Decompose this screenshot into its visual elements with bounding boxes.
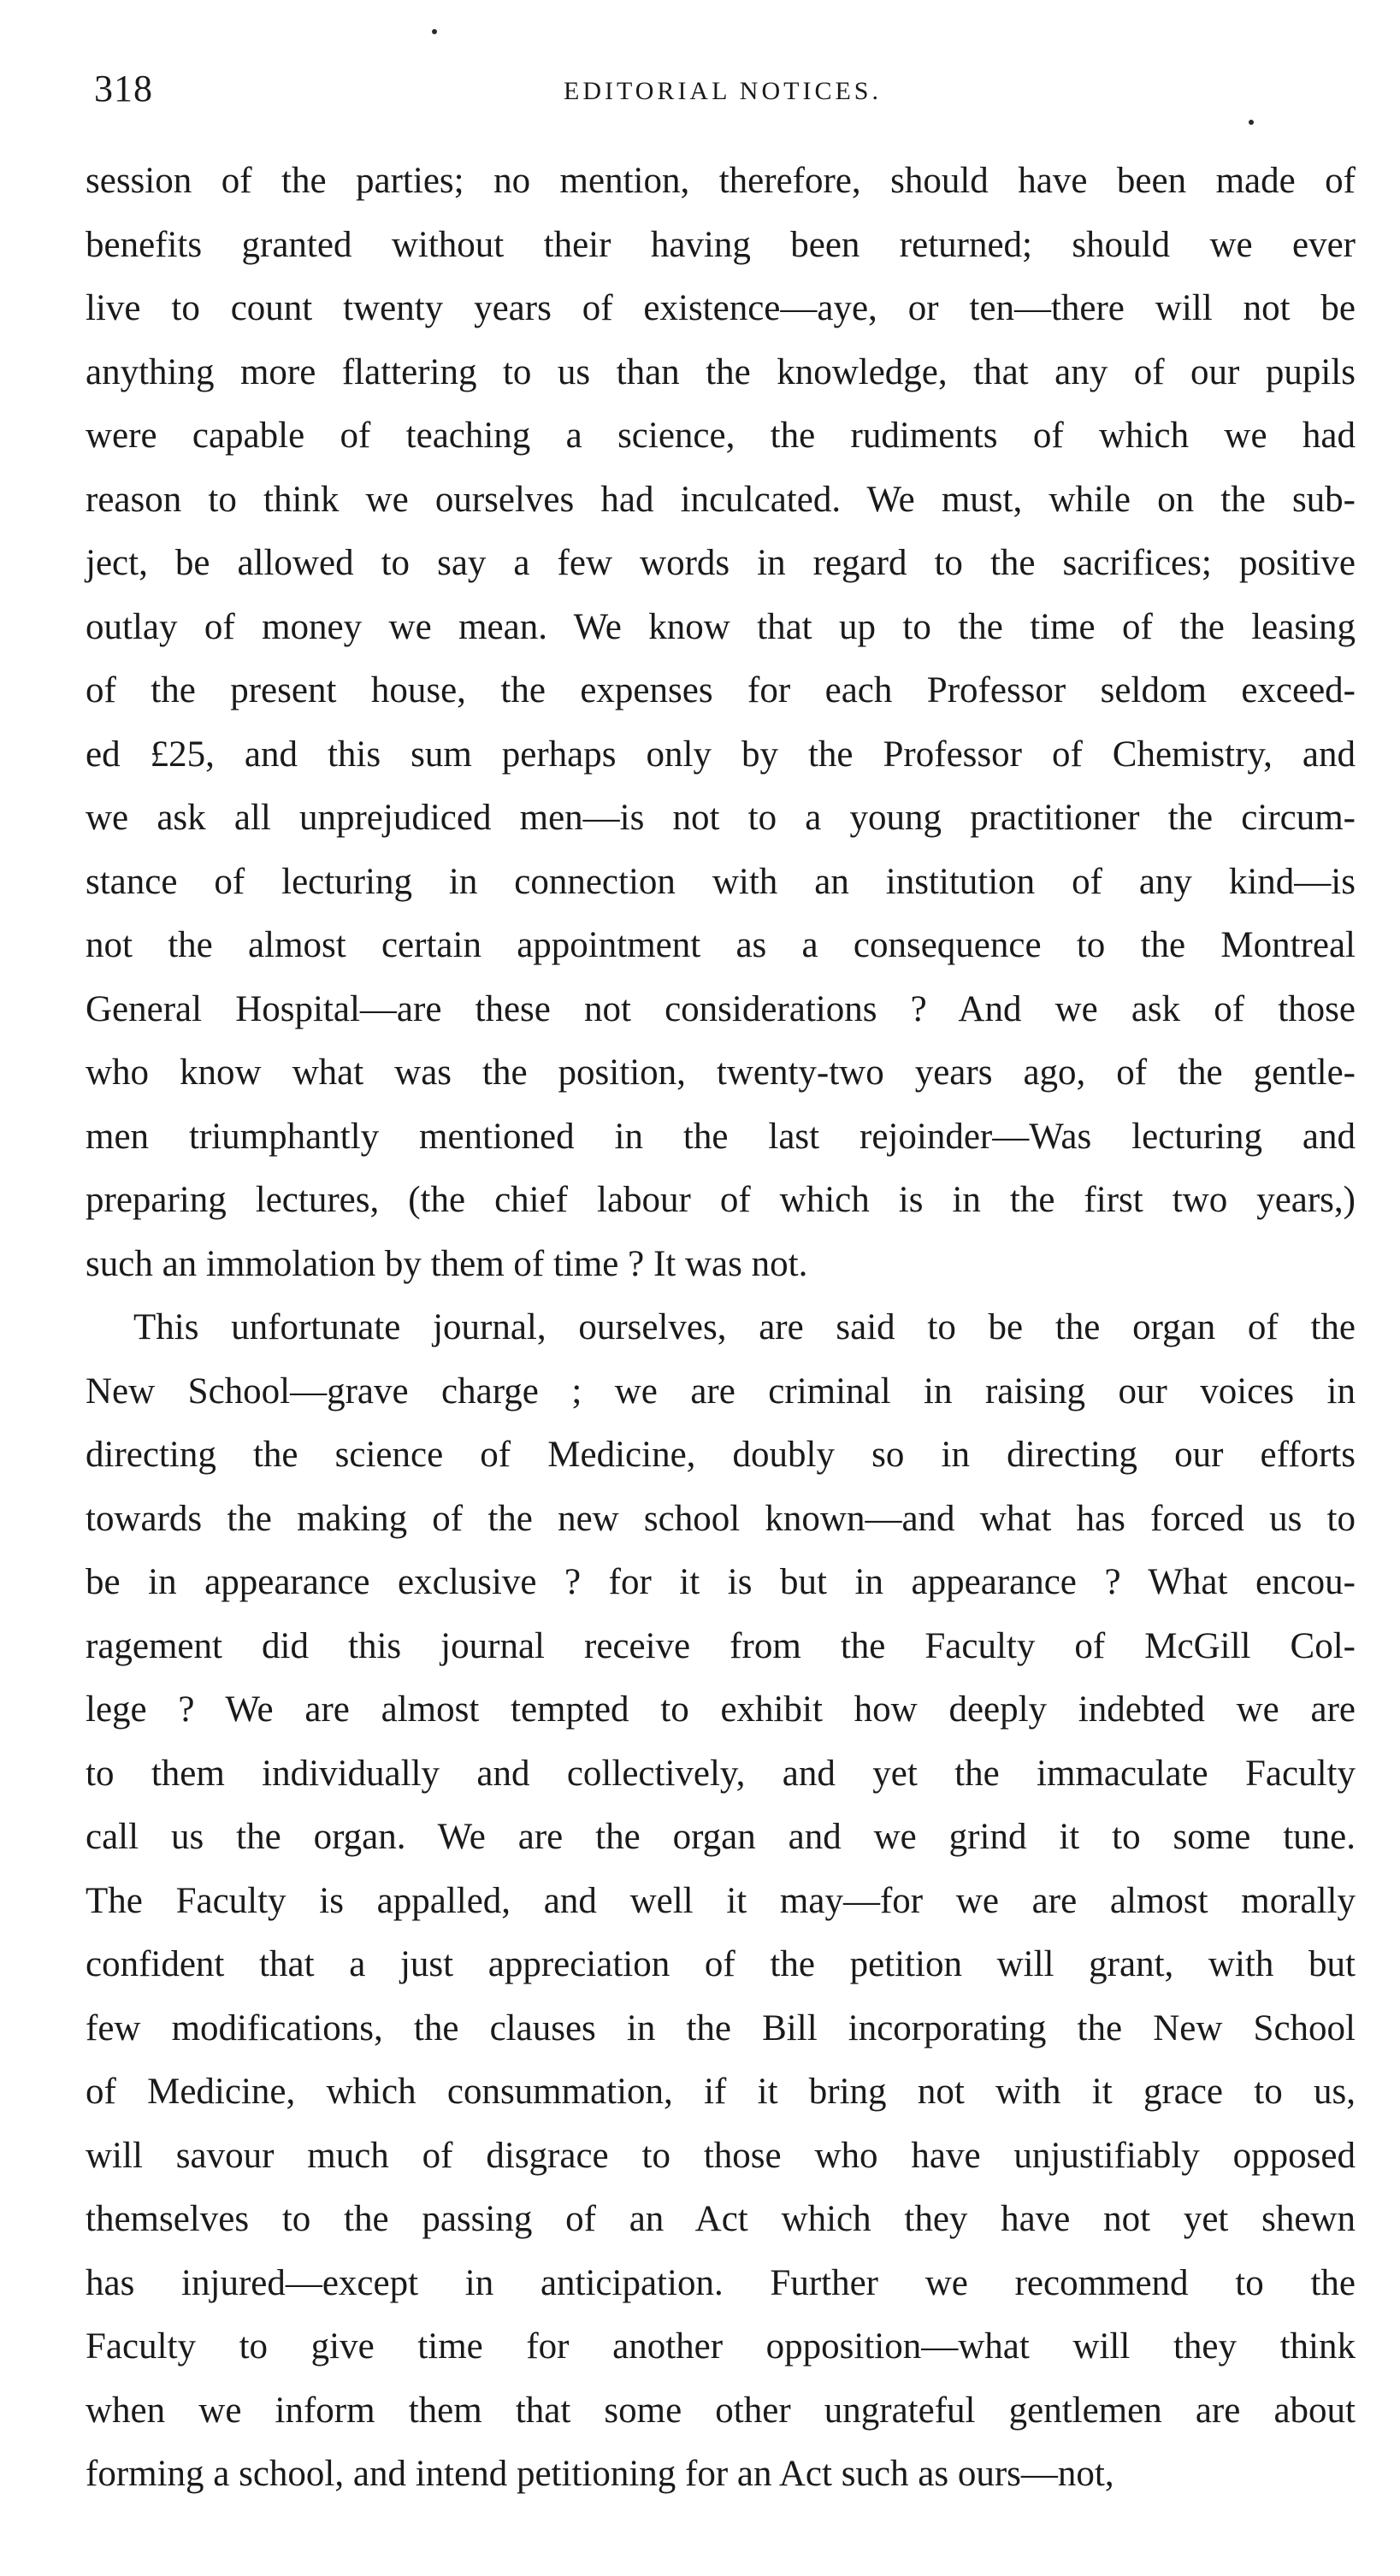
text-line: such an immolation by them of time ? It was not. (86, 1243, 808, 1284)
text-line: will savour much of disgrace to those who have unjustifiably opposed (86, 2135, 1356, 2176)
text-line: forming a school, and intend petitioning for an Act such as ours—not, (86, 2454, 1114, 2494)
text-line: preparing lectures, (the chief labour of which is in the first two years,) (86, 1180, 1356, 1220)
text-line: has injured—except in anticipation. Further we recommend to the (86, 2262, 1356, 2303)
text-line: call us the organ. We are the organ and we grind it to some tune. (86, 1817, 1356, 1857)
text-line: of the present house, the expenses for each Professor seldom exceed- (86, 670, 1356, 710)
text-line: few modifications, the clauses in the Bill incorporating the New School (86, 2007, 1356, 2048)
body-text (86, 150, 1356, 2507)
text-line: not the almost certain appointment as a consequence to the Montreal (86, 925, 1356, 965)
text-line: New School—grave charge ; we are criminal in raising our voices in (86, 1371, 1356, 1412)
text-line: Faculty to give time for another opposition—what will they think (86, 2326, 1356, 2367)
text-line: when we inform them that some other ungrateful gentlemen are about (86, 2390, 1356, 2431)
text-line: outlay of money we mean. We know that up to the time of the leasing (86, 606, 1356, 647)
text-line: benefits granted without their having been returned; should we ever (86, 224, 1356, 265)
text-line: confident that a just appreciation of the petition will grant, with but (86, 1944, 1356, 1984)
text-line: The Faculty is appalled, and well it may—for we are almost morally (86, 1880, 1356, 1921)
text-line: stance of lecturing in connection with an institution of any kind—is (86, 861, 1356, 902)
page-header (94, 67, 1351, 118)
text-line: who know what was the position, twenty-two years ago, of the gentle- (86, 1052, 1356, 1093)
text-line: of Medicine, which consummation, if it bring not with it grace to us, (86, 2072, 1356, 2112)
page-number: 318 (94, 68, 153, 109)
text-line: live to count twenty years of existence—aye, or ten—there will not be (86, 288, 1356, 328)
text-line: we ask all unprejudiced men—is not to a young practitioner the circum- (86, 798, 1356, 838)
text-line: session of the parties; no mention, therefore, should have been made of (86, 161, 1356, 201)
text-line: themselves to the passing of an Act which they have not yet shewn (86, 2199, 1356, 2239)
text-line: reason to think we ourselves had inculcated. We must, while on the sub- (86, 479, 1356, 520)
text-line: anything more flattering to us than the knowledge, that any of our pupils (86, 351, 1356, 392)
text-line: ed £25, and this sum perhaps only by the Professor of Chemistry, and (86, 734, 1356, 775)
text-line: directing the science of Medicine, doubly so in directing our efforts (86, 1435, 1356, 1475)
text-line: men triumphantly mentioned in the last rejoinder—Was lecturing and (86, 1116, 1356, 1157)
text-line: lege ? We are almost tempted to exhibit how deeply indebted we are (86, 1689, 1356, 1730)
text-line: General Hospital—are these not considerations ? And we ask of those (86, 988, 1356, 1029)
text-line: to them individually and collectively, and yet the immaculate Faculty (86, 1753, 1356, 1794)
paragraph (86, 1296, 1356, 2507)
text-line: ragement did this journal receive from the Faculty of McGill Col- (86, 1625, 1356, 1666)
text-line: This unfortunate journal, ourselves, are said to be the organ of the (133, 1307, 1356, 1347)
text-line: towards the making of the new school known—and what has forced us to (86, 1498, 1356, 1539)
text-line: be in appearance exclusive ? for it is but in appearance ? What encou- (86, 1562, 1356, 1602)
print-speck (432, 29, 437, 34)
text-line: were capable of teaching a science, the rudiments of which we had (86, 416, 1356, 456)
print-speck (1249, 120, 1254, 125)
paragraph (86, 150, 1356, 1296)
text-line: ject, be allowed to say a few words in regard to the sacrifices; positive (86, 543, 1356, 583)
running-title: EDITORIAL NOTICES. (564, 77, 882, 105)
